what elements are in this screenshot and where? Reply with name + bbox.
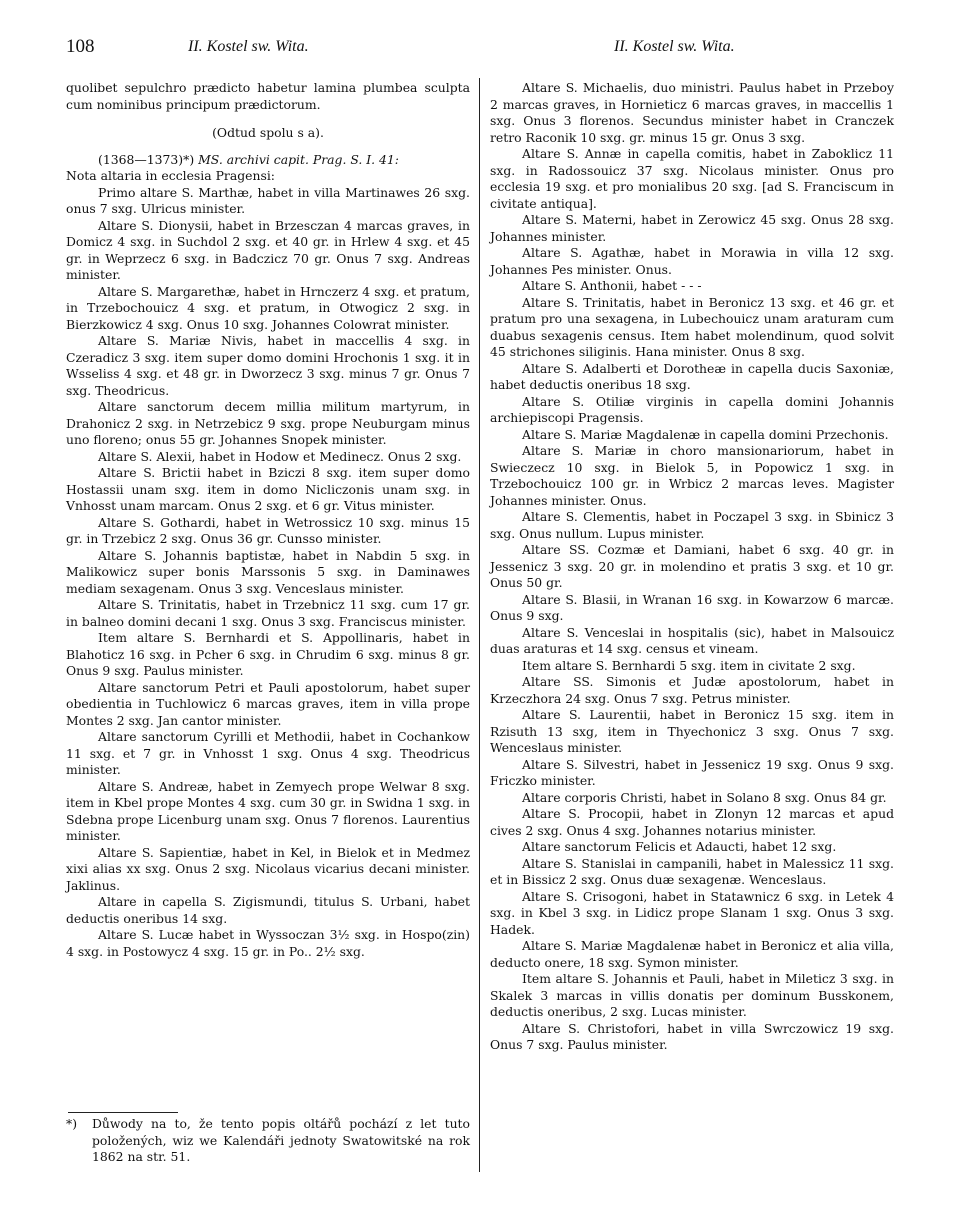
right-column	[490, 80, 894, 1054]
section-heading: (Odtud spolu s a).	[212, 125, 324, 140]
altar-entry: Altare S. Alexii, habet in Hodow et Medinecz. Onus 2 sxg.	[98, 448, 462, 464]
altar-entry: Altare S. Andreæ, habet in Zemyech prope Welwar 8 sxg. item in Kbel prope Montes 4 sxg. cum 30 gr. in Swidna 1 sxg. in Sdebna prope Licenburg unam sxg. Onus 7 florenos. Laurentius minister.	[66, 778, 470, 843]
altar-entry: Altare S. Procopii, habet in Zlonyn 12 marcas et apud cives 2 sxg. Onus 4 sxg. Johannes notarius minister.	[490, 806, 894, 838]
altar-entry: Altare S. Agathæ, habet in Morawia in villa 12 sxg. Johannes Pes minister. Onus.	[490, 245, 894, 277]
altar-entry: Altare S. Mariæ Magdalenæ habet in Beronicz et alia villa, deducto onere, 18 sxg. Symon minister.	[490, 938, 894, 970]
altar-entry: Item altare S. Bernhardi 5 sxg. item in civitate 2 sxg.	[522, 657, 856, 673]
footnote-text: Důwody na to, že tento popis oltářů pochází z let tuto položených, wiz we Kalendáři jednoty Swatowitské na rok 1862 na str. 51.	[92, 1116, 470, 1164]
altar-entry: Altare sanctorum Felicis et Adaucti, habet 12 sxg.	[522, 839, 837, 854]
altar-entry: Altare S. Stanislai in campanili, habet in Malessicz 11 sxg. et in Bissicz 2 sxg. Onus duæ sexagenæ. Wenceslaus.	[490, 855, 894, 887]
altar-entry: Altare S. Johannis baptistæ, habet in Nabdin 5 sxg. in Malikowicz super bonis Marssonis 5 sxg. in Daminawes mediam sexagenam. Onus 3 sxg. Venceslaus minister.	[66, 547, 470, 596]
altar-entry: Altare S. Sapientiæ, habet in Kel, in Bielok et in Medmez xixi alias xx sxg. Onus 2 sxg. Nicolaus vicarius decani minister. Jaklinus.	[66, 844, 470, 893]
altar-entry: Altare S. Mariæ Magdalenæ in capella domini Przechonis.	[522, 426, 889, 442]
source-line	[66, 152, 470, 169]
running-title-right: II. Kostel sw. Wita.	[614, 38, 735, 55]
altar-entry: Altare S. Annæ in capella comitis, habet in Zaboklicz 11 sxg. in Radossouicz 37 sxg. Nicolaus minister. Onus pro ecclesia 19 sxg. et pro monialibus 20 sxg. [ad S. Franciscum in civitate antiqua].	[490, 146, 894, 211]
altar-entry: Altare S. Dionysii, habet in Brzesczan 4 marcas graves, in Domicz 4 sxg. in Suchdol 2 sxg. et 40 gr. in Hrlew 4 sxg. et 45 gr. in Weprzecz 6 sxg. in Badczicz 70 gr. Onus 7 sxg. Andreas minister.	[66, 217, 470, 282]
altar-entry: Altare S. Materni, habet in Zerowicz 45 sxg. Onus 28 sxg. Johannes minister.	[490, 212, 894, 244]
source-date: (1368—1373)*)	[98, 151, 199, 167]
intro-paragraph: quolibet sepulchro prædicto habetur lamina plumbea sculpta cum nominibus principum prædictorum.	[66, 80, 470, 112]
altar-entry: Altare S. Lucæ habet in Wyssoczan 3½ sxg. in Hospo(zin) 4 sxg. in Postowycz 4 sxg. 15 gr. in Po.. 2½ sxg.	[66, 927, 470, 959]
right-entries	[490, 80, 894, 1054]
altar-entry: Altare sanctorum decem millia militum martyrum, in Drahonicz 2 sxg. in Netrzebicz 9 sxg. prope Neuburgam minus uno floreno; onus 55 gr. Johannes Snopek minister.	[66, 399, 470, 447]
running-title-left: II. Kostel sw. Wita.	[188, 38, 309, 55]
altar-entry: Altare S. Clementis, habet in Poczapel 3 sxg. in Sbinicz 3 sxg. Onus nullum. Lupus minister.	[490, 509, 894, 541]
column-divider	[479, 78, 480, 1172]
page-number: 108	[66, 36, 95, 57]
altar-entry: Altare S. Adalberti et Dorotheæ in capella ducis Saxoniæ, habet deductis oneribus 18 sxg.	[490, 360, 894, 392]
altar-entry: Altare corporis Christi, habet in Solano 8 sxg. Onus 84 gr.	[522, 789, 887, 805]
altar-entry: Altare S. Laurentii, habet in Beronicz 15 sxg. item in Rzisuth 13 sxg, item in Thyechonicz 3 sxg. Onus 7 sxg. Wenceslaus minister.	[490, 707, 894, 755]
altar-entry: Altare S. Gothardi, habet in Wetrossicz 10 sxg. minus 15 gr. in Trzebicz 2 sxg. Onus 36 gr. Cunsso minister.	[66, 514, 470, 546]
altar-entry: Altare SS. Simonis et Judæ apostolorum, habet in Krzeczhora 24 sxg. Onus 7 sxg. Petrus minister.	[490, 674, 894, 706]
altar-entry: Altare S. Trinitatis, habet in Trzebnicz 11 sxg. cum 17 gr. in balneo domini decani 1 sxg. Onus 3 sxg. Franciscus minister.	[66, 597, 470, 629]
source-citation: MS. archivi capit. Prag. S. I. 41:	[198, 151, 399, 167]
left-column	[66, 80, 470, 960]
running-header	[0, 36, 960, 66]
footnote-rule	[68, 1112, 178, 1113]
altar-entry: Item altare S. Johannis et Pauli, habet in Mileticz 3 sxg. in Skalek 3 marcas in villis donatis per dominum Busskonem, deductis oneribus, 2 sxg. Lucas minister.	[490, 971, 894, 1019]
altar-entry: Altare sanctorum Petri et Pauli apostolorum, habet super obedientia in Tuchlowicz 6 marcas graves, item in villa prope Montes 2 sxg. Jan cantor minister.	[66, 679, 470, 728]
altar-entry: Altare S. Brictii habet in Bziczi 8 sxg. item super domo Hostassii unam sxg. item in domo Nicliczonis unam sxg. in Vnhosst unam marcam. Onus 2 sxg. et 6 gr. Vitus minister.	[66, 465, 470, 513]
footnote-mark: *)	[66, 1116, 78, 1131]
altar-entry: Item altare S. Bernhardi et S. Appollinaris, habet in Blahoticz 16 sxg. in Pcher 6 sxg. in Chrudim 6 sxg. minus 8 gr. Onus 9 sxg. Paulus minister.	[66, 630, 470, 678]
altar-entry: Altare S. Blasii, in Wranan 16 sxg. in Kowarzow 6 marcæ. Onus 9 sxg.	[490, 591, 894, 623]
left-entries	[66, 185, 470, 961]
altar-entry: Primo altare S. Marthæ, habet in villa Martinawes 26 sxg. onus 7 sxg. Ulricus minister.	[66, 184, 470, 216]
altar-entry: Altare S. Christofori, habet in villa Swrczowicz 19 sxg. Onus 7 sxg. Paulus minister.	[490, 1020, 894, 1052]
altar-entry: Altare S. Mariæ Nivis, habet in maccellis 4 sxg. in Czeradicz 3 sxg. item super domo domini Hrochonis 1 sxg. it in Wsseliss 4 sxg. et 48 gr. in Dworzecz 3 sxg. minus 7 gr. Onus 7 sxg. Theodricus.	[66, 333, 470, 398]
altar-entry: Altare in capella S. Zigismundi, titulus S. Urbani, habet deductis oneribus 14 sxg.	[66, 894, 470, 926]
altar-entry: Altare S. Venceslai in hospitalis (sic), habet in Malsouicz duas araturas et 14 sxg. census et vineam.	[490, 624, 894, 656]
source-note: Nota altaria in ecclesia Pragensi:	[66, 168, 275, 183]
altar-entry: Altare S. Anthonii, habet - - -	[522, 278, 702, 293]
altar-entry: Altare SS. Cozmæ et Damiani, habet 6 sxg. 40 gr. in Jessenicz 3 sxg. 20 gr. in molendino et pratis 3 sxg. et 10 gr. Onus 50 gr.	[490, 542, 894, 590]
altar-entry: Altare S. Crisogoni, habet in Statawnicz 6 sxg. in Letek 4 sxg. in Kbel 3 sxg. in Lidicz prope Slanam 1 sxg. Onus 3 sxg. Hadek.	[490, 888, 894, 937]
altar-entry: Altare S. Michaelis, duo ministri. Paulus habet in Przeboy 2 marcas graves, in Hornieticz 6 marcas graves, in maccellis 1 sxg. Onus 3 florenos. Secundus minister habet in Cranczek retro Raconik 10 sxg. gr. minus 15 gr. Onus 3 sxg.	[490, 80, 894, 145]
altar-entry: Altare S. Silvestri, habet in Jessenicz 19 sxg. Onus 9 sxg. Friczko minister.	[490, 756, 894, 788]
altar-entry: Altare sanctorum Cyrilli et Methodii, habet in Cochankow 11 sxg. et 7 gr. in Vnhosst 1 sxg. Onus 4 sxg. Theodricus minister.	[66, 729, 470, 777]
altar-entry: Altare S. Mariæ in choro mansionariorum, habet in Swieczecz 10 sxg. in Bielok 5, in Popowicz 1 sxg. in Trzebochouicz 100 gr. in Wrbicz 2 marcas leves. Magister Johannes minister. Onus.	[490, 443, 894, 508]
altar-entry: Altare S. Otiliæ virginis in capella domini Johannis archiepiscopi Pragensis.	[490, 393, 894, 425]
footnote	[66, 1116, 470, 1166]
altar-entry: Altare S. Trinitatis, habet in Beronicz 13 sxg. et 46 gr. et pratum pro una sexagena, in Lubechouicz unam araturam cum duabus sexagenis census. Item habet molendinum, quod solvit 45 strichones siliginis. Hana minister. Onus 8 sxg.	[490, 294, 894, 359]
altar-entry: Altare S. Margarethæ, habet in Hrnczerz 4 sxg. et pratum, in Trzebochouicz 4 sxg. et pratum, in Otwogicz 2 sxg. in Bierzkowicz 4 sxg. Onus 10 sxg. Johannes Colowrat minister.	[66, 283, 470, 332]
